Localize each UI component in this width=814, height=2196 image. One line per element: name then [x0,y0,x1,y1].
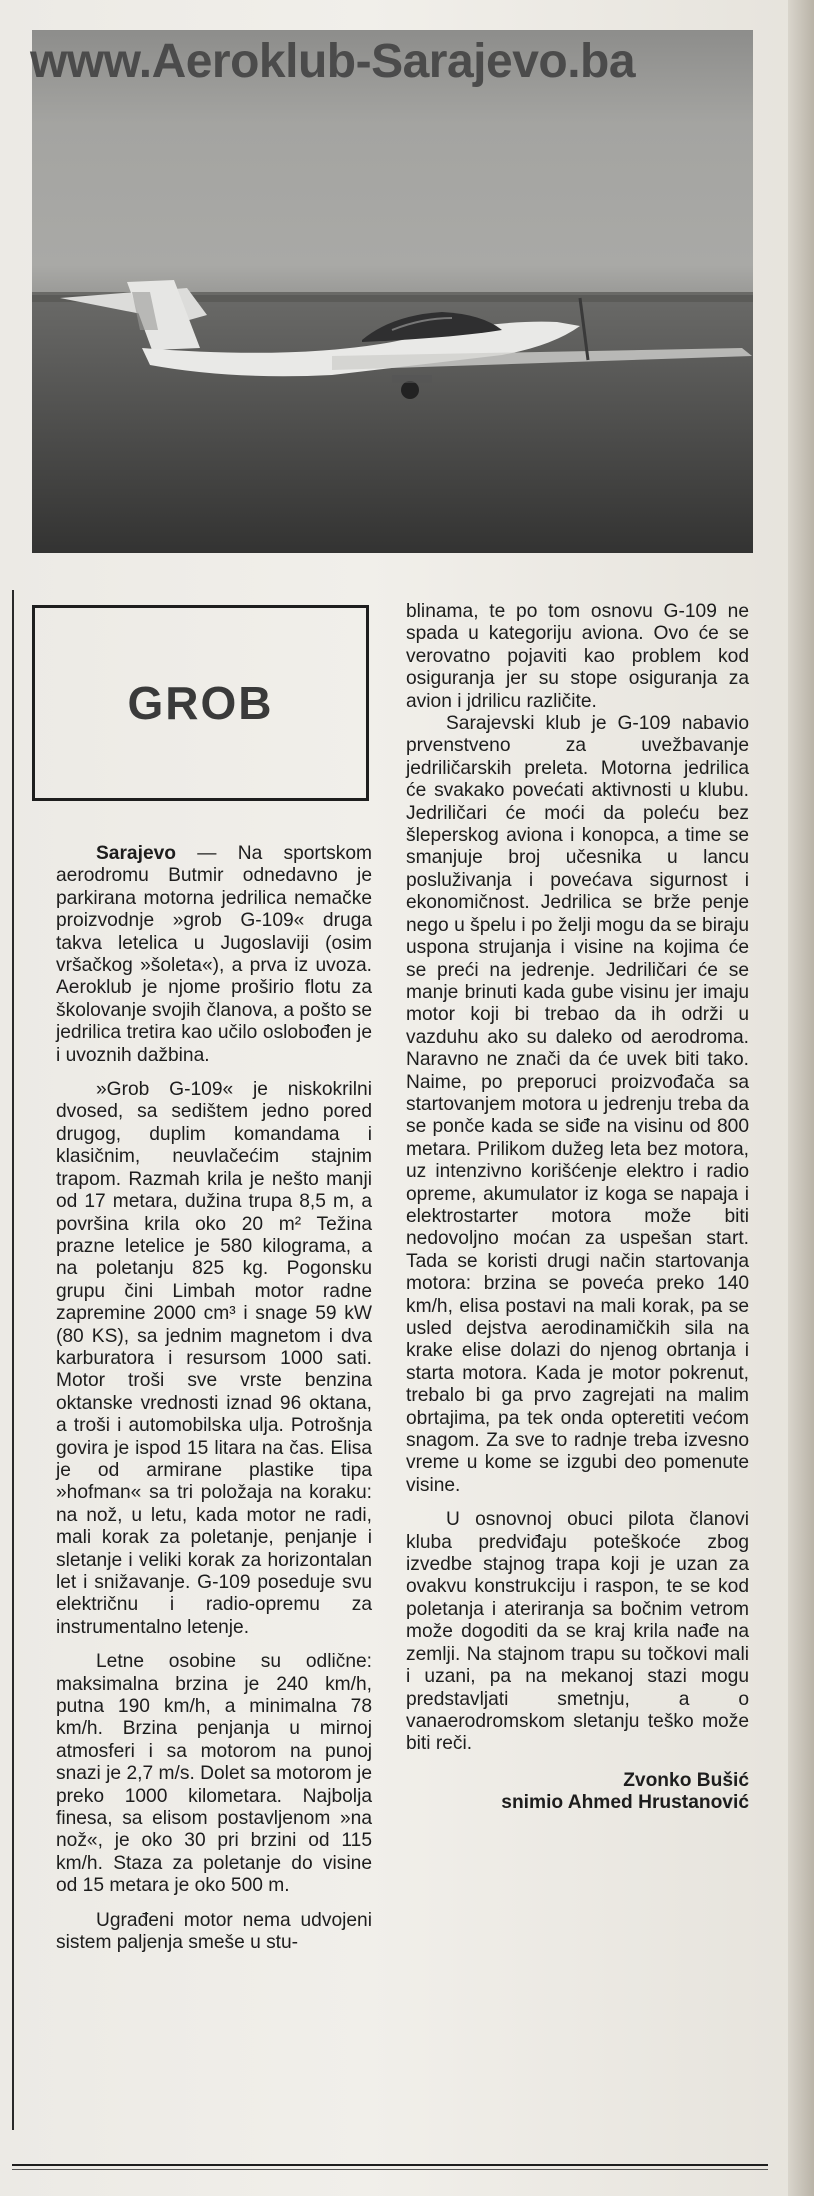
dateline: Sarajevo [96,843,177,864]
photo-credit: snimio Ahmed Hrustanović [501,1792,749,1814]
paragraph-club: Sarajevski klub je G-109 nabavio prvenstveno za uvežbavanje jedriličarskih preleta. Motorna jedrilica će svakako povećati aktivnosti u klubu. Jedriličari će moći da poleću bez šleperskog aviona i konopca, a time se smanjuje broj učesnika u lancu posluživanja i povećava sigurnost i ekonomičnost. Jedrilica se brže penje nego u špelu i po želji mogu da se biraju uspona strujanja i visine na kojima će se preći na jedrenje. Jedriličari će se manje brinuti kada gube visinu jer imaju motor koji bi trebao da ih održi u vazduhu ako su daleko od aerodroma. Naravno ne znači da će uvek biti tako. Naime, po preporuci proizvođača sa startovanjem motora u jedrenju treba da se ponče kada se siđe na visinu od 800 metara. Prilikom dužeg leta bez motora, uz intenzivno korišćenje elektro i radio opreme, akumulator iz koga se napaja i elektrostarter motora može biti nedovoljno moćan za uspešan start. Tada se koristi drugi način startovanja motora: brzina se poveća preko 140 km/h, elisa postavi na mali korak, pa se usled dejstva aerodinamičkih sila na krake elise dolazi do njenog obrtanja i starta motora. Kada je motor pokrenut, trebalo bi ga prvo zagrejati na malim obrtajima, pa tek onda opteretiti većom snagom. Za sve to radnje treba izvesno vreme u kome se izgubi deo pomenute visine. [406,713,749,1496]
left-column-rule [12,590,14,2130]
paragraph-training: U osnovnoj obuci pilota članovi kluba predviđaju poteškoće zbog izvedbe stajnog trapa koji je uzan za ovakvu konstrukciju i raspon, te se kod poletanja i ateriranja sa bočnim vetrom može dogoditi da se kraj krila nađe na zemlji. Na stajnom trapu su točkovi mali i uzani, pa na mekanoj stazi mogu predstavljati smetnju, a o vanaerodromskom sletanju teško može biti reči. [406,1509,749,1755]
left-column [56,843,372,1955]
paragraph-continuation: blinama, te po tom osnovu G-109 ne spada u kategoriju aviona. Ovo će se verovatno pojaviti kao problem kod osiguranja jer su stope osiguranja za avion i jdrilicu različite. [406,601,749,712]
bottom-rule-thin [12,2169,768,2170]
paragraph-performance: Letne osobine su odlične: maksimalna brzina je 240 km/h, putna 190 km/h, a minimalna 78 km/h. Brzina penjanja u mirnoj atmosferi i sa motorom na punoj snazi je 2,7 m/s. Dolet sa motorom je preko 1000 kilometara. Najbolja finesa, sa elisom postavljenom »na nož«, je oko 30 pri brzini od 115 km/h. Staza za poletanje do visine od 15 metara je oko 500 m. [56,1651,372,1897]
motor-glider-image [32,30,753,553]
paragraph-intro [56,843,372,1067]
page-edge-shadow [788,0,814,2196]
watermark-url: www.Aeroklub-Sarajevo.ba [30,35,636,88]
intro-text: — Na sportskom aerodromu Butmir odnedavno je parkirana motorna jedrilica nemačke proizvodnje »grob G-109« druga takva letelica u Jugoslaviji (osim vršačkog »šoleta«), a prva iz uvoza. Aeroklub je njome proširio flotu za školovanje svojih članova, a pošto se jedrilica tretira kao učilo oslobođen je i uvoznih dažbina. [56,843,372,1066]
right-column [406,601,749,1815]
author-name: Zvonko Bušić [623,1769,749,1791]
bottom-rule [12,2164,768,2166]
aircraft-photo [32,30,753,553]
paragraph-specs: »Grob G-109« je niskokrilni dvosed, sa sedištem jedno pored drugog, duplim komandama i klasičnim, neuvlačećim stajnim trapom. Razmah krila je nešto manji od 17 metara, dužina trupa 8,5 m, a površina krila oko 20 m² Težina prazne letelice je 580 kilograma, a na poletanju 825 kg. Pogonsku grupu čini Limbah motor radne zapremine 2000 cm³ i snage 59 kW (80 KS), sa jednim magnetom i dva karburatora i resursom 1000 sati. Motor troši sve vrste benzina oktanske vrednosti iznad 96 oktana, a troši i automobilska ulja. Potrošnja govira je ispod 15 litara na čas. Elisa je od armirane plastike tipa »hofman« sa tri položaja na koraku: na nož, u letu, kada motor ne radi, mali korak za poletanje, penjanje i sletanje i veliki korak za horizontalan let i snižavanje. G-109 poseduje svu električnu i radio-opremu za instrumentalno letenje. [56,1079,372,1638]
article-title-box [32,605,369,801]
article-title: GROB [127,677,274,729]
paragraph-engine: Ugrađeni motor nema udvojeni sistem paljenja smeše u stu- [56,1909,372,1954]
